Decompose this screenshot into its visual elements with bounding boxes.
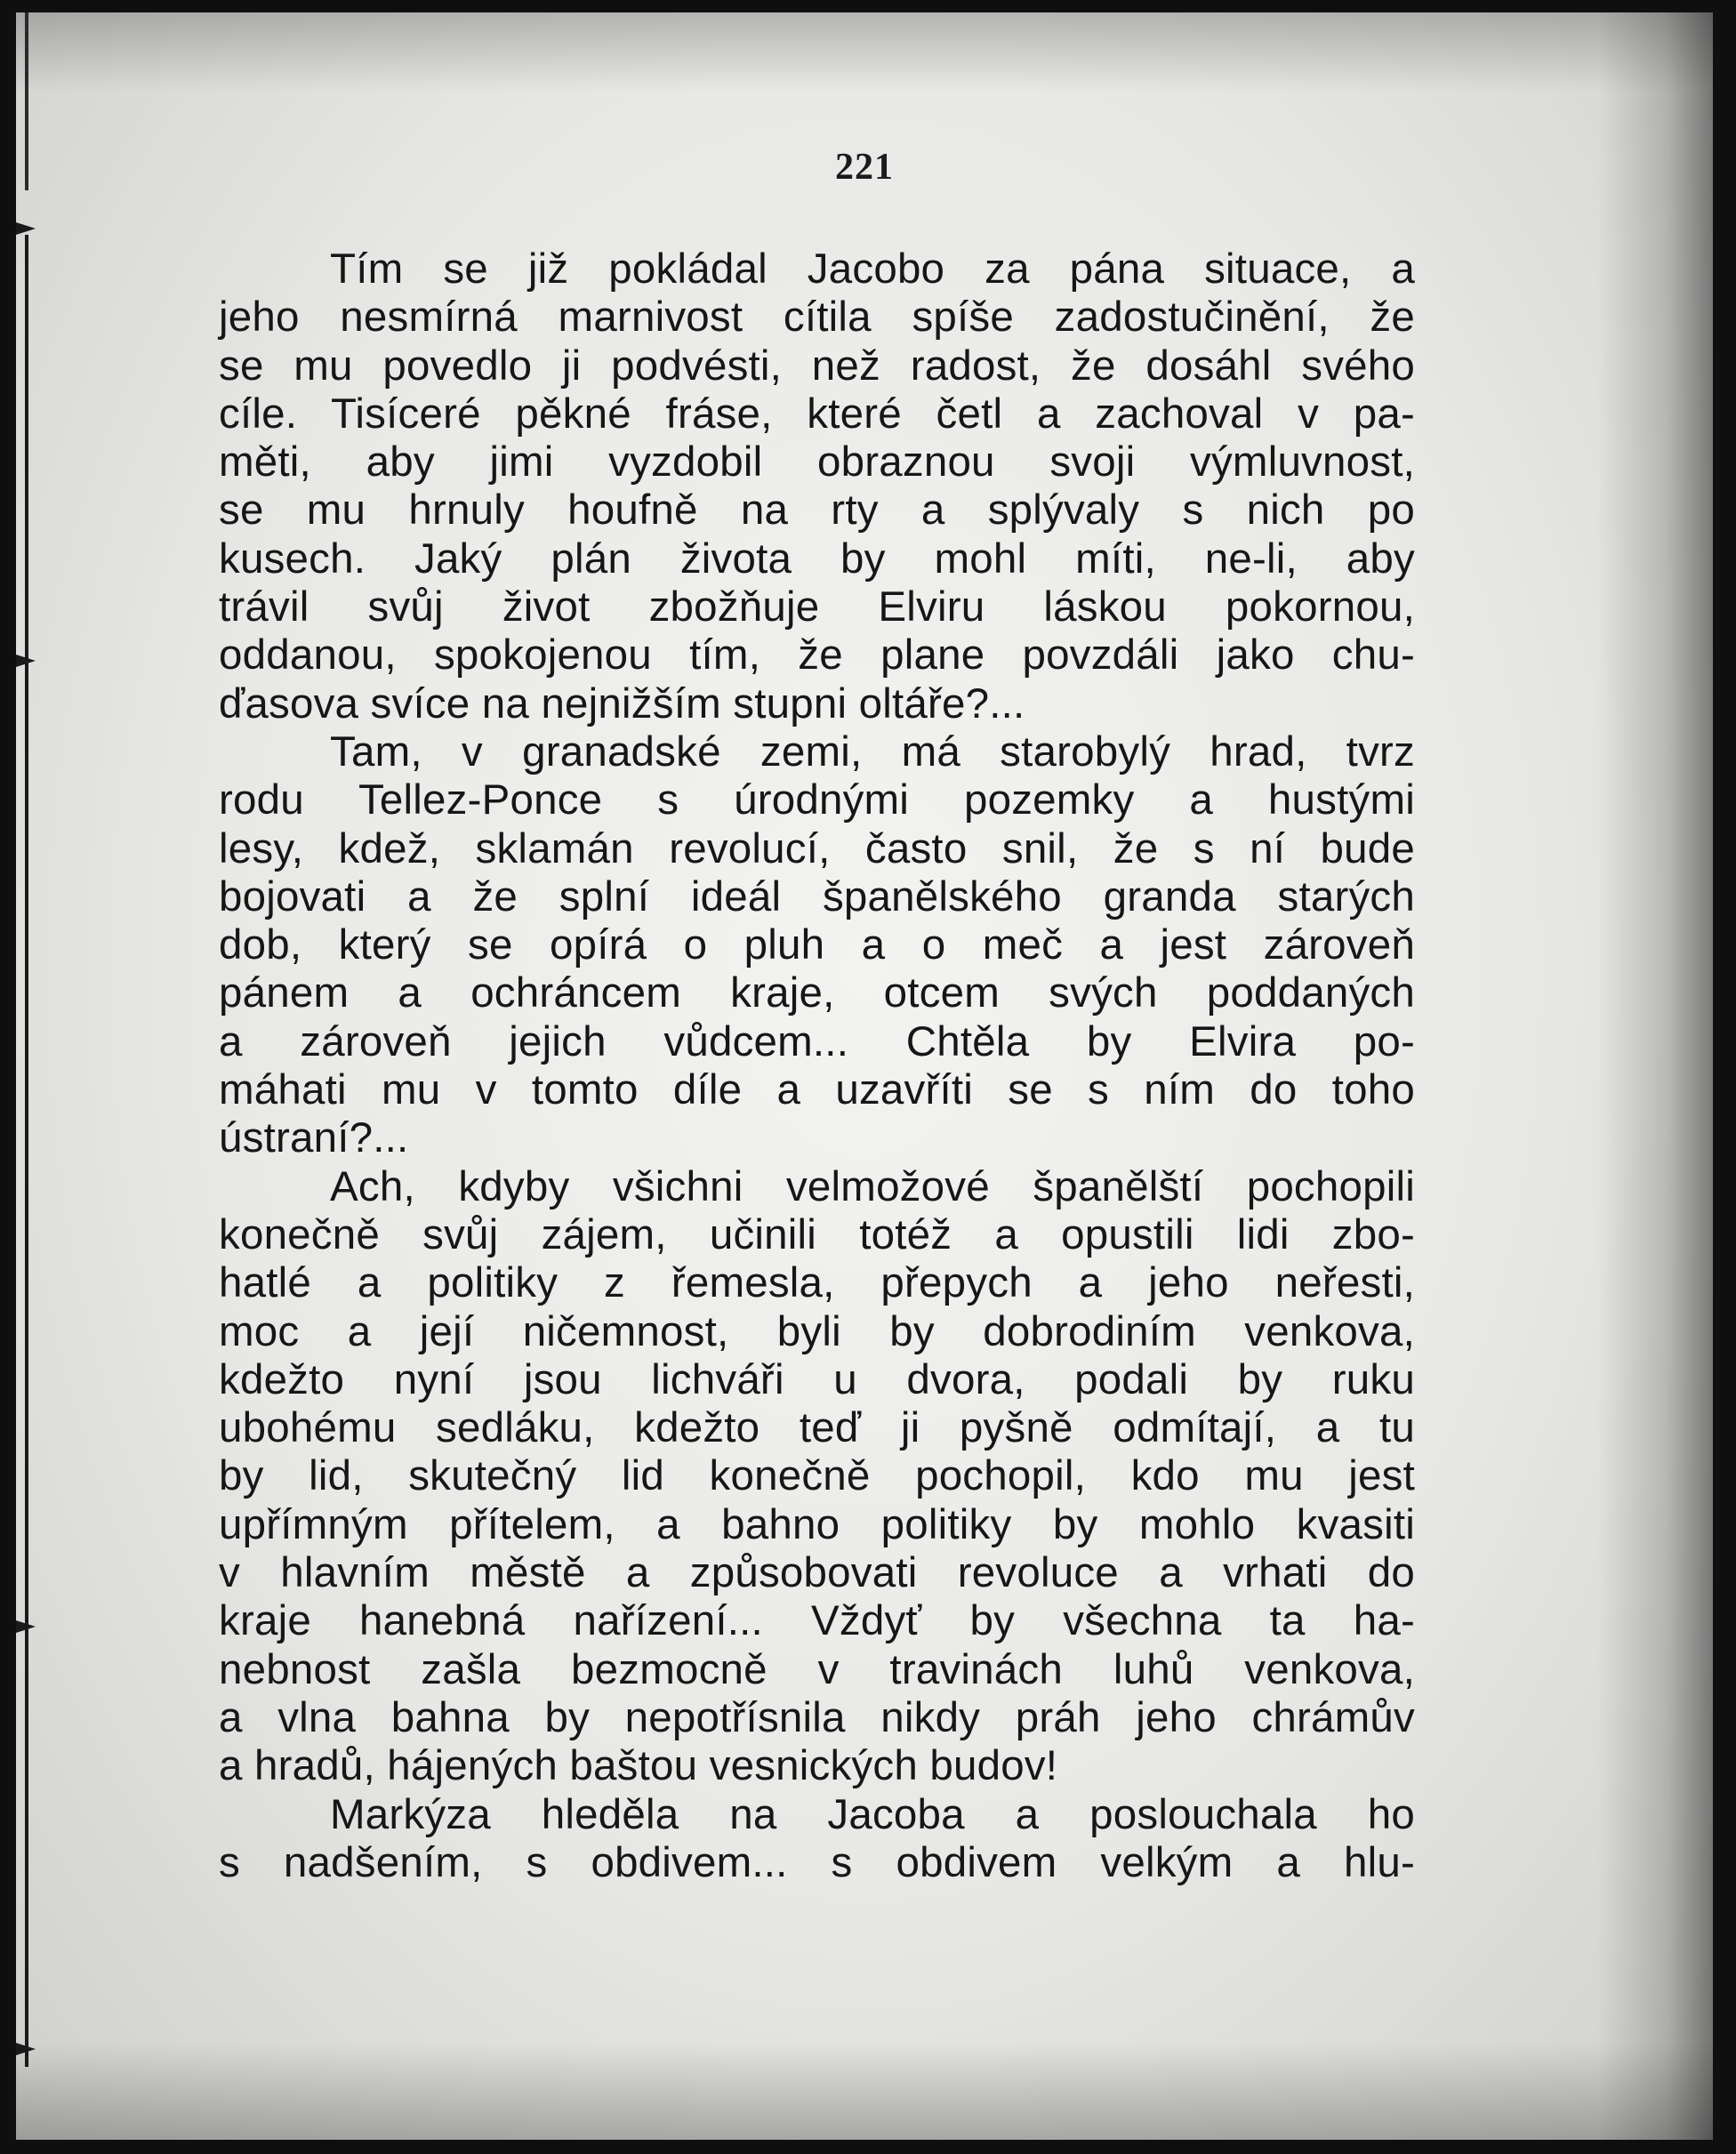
binding-tick-mark [16, 222, 36, 235]
book-page [16, 12, 1713, 2140]
text-line: hatlé a politiky z řemesla, přepych a jeho neřesti, [219, 1259, 1415, 1307]
text-line: dob, který se opírá o pluh a o meč a jest zároveň [219, 921, 1415, 969]
text-line: trávil svůj život zbožňuje Elviru láskou pokornou, [219, 583, 1415, 631]
page-shadow-bottom [16, 2042, 1713, 2140]
text-line: se mu hrnuly houfně na rty a splývaly s nich po [219, 486, 1415, 534]
text-line: s nadšením, s obdivem... s obdivem velkým a hlu- [219, 1838, 1415, 1886]
text-line: konečně svůj zájem, učinili totéž a opustili lidi zbo- [219, 1210, 1415, 1258]
text-line: oddanou, spokojenou tím, že plane povzdáli jako chu- [219, 631, 1415, 679]
text-line: jeho nesmírná marnivost cítila spíše zadostučinění, že [219, 293, 1415, 342]
page-number: 221 [835, 147, 894, 188]
text-line: ďasova svíce na nejnižším stupni oltáře?... [219, 679, 1025, 727]
text-line: Tím se již pokládal Jacobo za pána situace, a [330, 245, 1415, 293]
text-line: nebnost zašla bezmocně v travinách luhů venkova, [219, 1645, 1415, 1693]
text-line: měti, aby jimi vyzdobil obraznou svoji výmluvnost, [219, 438, 1415, 486]
text-line: máhati mu v tomto díle a uzavříti se s ním do toho [219, 1066, 1415, 1114]
text-line: Tam, v granadské zemi, má starobylý hrad, tvrz [330, 727, 1415, 776]
text-line: kusech. Jaký plán života by mohl míti, ne-li, aby [219, 534, 1415, 583]
text-line: se mu povedlo ji podvésti, než radost, že dosáhl svého [219, 342, 1415, 390]
text-line: a hradů, hájených baštou vesnických budov! [219, 1742, 1058, 1790]
text-line: Ach, kdyby všichni velmožové španělští pochopili [330, 1162, 1415, 1210]
text-line: Markýza hleděla na Jacoba a poslouchala ho [330, 1790, 1415, 1838]
body-text [219, 245, 1415, 1887]
text-line: rodu Tellez-Ponce s úrodnými pozemky a hustými [219, 776, 1415, 824]
binding-rule [25, 235, 28, 2067]
text-line: upřímným přítelem, a bahno politiky by mohlo kvasiti [219, 1500, 1415, 1548]
text-line: lesy, kdež, sklamán revolucí, často snil, že s ní bude [219, 824, 1415, 872]
text-line: moc a její ničemnost, byli by dobrodiním venkova, [219, 1307, 1415, 1355]
text-line: cíle. Tisíceré pěkné fráse, které četl a zachoval v pa- [219, 390, 1415, 438]
text-line: ústraní?... [219, 1114, 409, 1162]
text-line: a zároveň jejich vůdcem... Chtěla by Elvira po- [219, 1017, 1415, 1065]
text-line: a vlna bahna by nepotřísnila nikdy práh jeho chrámův [219, 1693, 1415, 1741]
text-line: kraje hanebná nařízení... Vždyť by všechna ta ha- [219, 1597, 1415, 1645]
text-line: by lid, skutečný lid konečně pochopil, kdo mu jest [219, 1452, 1415, 1500]
page-shadow-top [16, 12, 1713, 92]
text-line: v hlavním městě a způsobovati revoluce a vrhati do [219, 1549, 1415, 1597]
text-line: pánem a ochráncem kraje, otcem svých poddaných [219, 969, 1415, 1017]
text-line: ubohému sedláku, kdežto teď ji pyšně odmítají, a tu [219, 1404, 1415, 1452]
text-line: bojovati a že splní ideál španělského granda starých [219, 872, 1415, 920]
page-shadow-right [1597, 12, 1713, 2140]
text-line: kdežto nyní jsou lichváři u dvora, podali by ruku [219, 1355, 1415, 1403]
